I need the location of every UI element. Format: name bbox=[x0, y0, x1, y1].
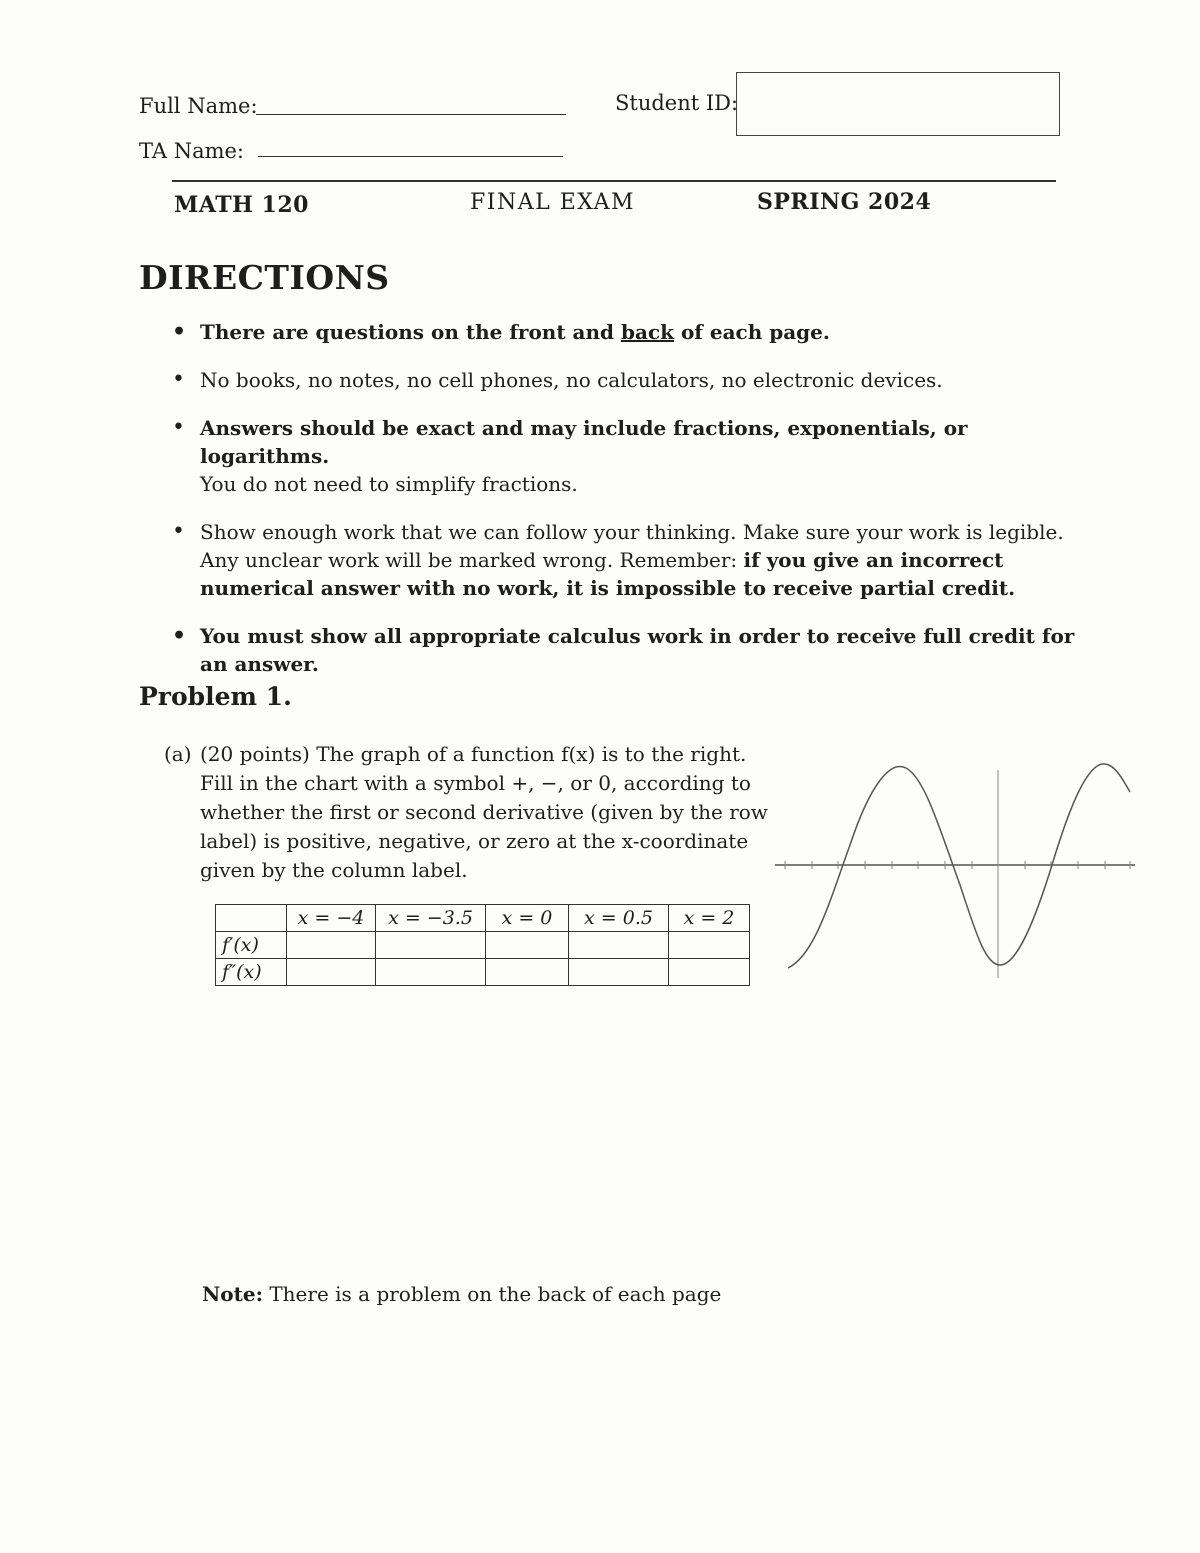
problem-part-a bbox=[164, 740, 774, 885]
table-header-row bbox=[216, 905, 750, 932]
note-label: Note: bbox=[202, 1282, 263, 1306]
course-code: MATH 120 bbox=[174, 192, 309, 218]
column-header: x = −3.5 bbox=[376, 905, 486, 932]
direction-text: of each page. bbox=[673, 320, 830, 344]
answer-cell[interactable] bbox=[287, 932, 376, 959]
function-graph bbox=[770, 750, 1140, 990]
part-tag: (a) bbox=[164, 742, 192, 766]
row-label: f″(x) bbox=[216, 959, 287, 986]
student-id-label: Student ID: bbox=[615, 91, 739, 115]
full-name-label: Full Name: bbox=[139, 94, 258, 118]
direction-bold: if you give an incorrect numerical answer with no work, it is impossible to receive partial credit. bbox=[200, 548, 1016, 600]
column-header: x = 0 bbox=[486, 905, 569, 932]
direction-bold: You must show all appropriate calculus work in order to receive full credit for an answer. bbox=[200, 624, 1075, 676]
answer-cell[interactable] bbox=[486, 959, 569, 986]
table-row bbox=[216, 932, 750, 959]
part-a-text: (20 points) The graph of a function f(x) is to the right. Fill in the chart with a symbol +, −, or 0, according to whether the first or second derivative (given by the row label) is positive, negative, or zero at the x-coordinate given by the column label. bbox=[200, 742, 768, 882]
student-id-box[interactable] bbox=[736, 72, 1060, 136]
derivative-sign-chart bbox=[215, 904, 750, 986]
directions-list bbox=[170, 318, 1100, 678]
direction-item bbox=[170, 622, 1100, 678]
row-label: f′(x) bbox=[216, 932, 287, 959]
table-row bbox=[216, 959, 750, 986]
full-name-field[interactable] bbox=[256, 114, 566, 115]
problem-title: Problem 1. bbox=[139, 682, 292, 711]
answer-cell[interactable] bbox=[669, 959, 750, 986]
direction-text: No books, no notes, no cell phones, no calculators, no electronic devices. bbox=[200, 368, 943, 392]
page-note bbox=[202, 1282, 721, 1306]
direction-text: You do not need to simplify fractions. bbox=[200, 472, 578, 496]
answer-cell[interactable] bbox=[376, 932, 486, 959]
exam-title: FINAL EXAM bbox=[470, 190, 636, 215]
direction-item bbox=[170, 518, 1100, 602]
answer-cell[interactable] bbox=[287, 959, 376, 986]
direction-item bbox=[170, 414, 1100, 498]
direction-bold: Answers should be exact and may include fractions, exponentials, or logarithms. bbox=[200, 416, 968, 468]
direction-emphasis: back bbox=[621, 320, 674, 344]
directions-heading: DIRECTIONS bbox=[139, 258, 390, 297]
answer-cell[interactable] bbox=[376, 959, 486, 986]
function-curve bbox=[788, 764, 1130, 968]
direction-text: Show enough work that we can follow your thinking. Make sure your work is legible. Any unclear work will be marked wrong. Remember: bbox=[200, 520, 1064, 572]
answer-cell[interactable] bbox=[569, 959, 669, 986]
direction-item bbox=[170, 318, 1100, 346]
answer-cell[interactable] bbox=[669, 932, 750, 959]
exam-term: SPRING 2024 bbox=[757, 189, 932, 215]
direction-item bbox=[170, 366, 1100, 394]
answer-cell[interactable] bbox=[569, 932, 669, 959]
column-header: x = 0.5 bbox=[569, 905, 669, 932]
column-header: x = 2 bbox=[669, 905, 750, 932]
ta-name-label: TA Name: bbox=[139, 139, 245, 163]
table-corner-cell bbox=[216, 905, 287, 932]
direction-text: There are questions on the front and bbox=[200, 320, 621, 344]
header-rule bbox=[172, 180, 1056, 182]
note-text: There is a problem on the back of each page bbox=[269, 1282, 722, 1306]
answer-cell[interactable] bbox=[486, 932, 569, 959]
column-header: x = −4 bbox=[287, 905, 376, 932]
ta-name-field[interactable] bbox=[258, 156, 563, 157]
